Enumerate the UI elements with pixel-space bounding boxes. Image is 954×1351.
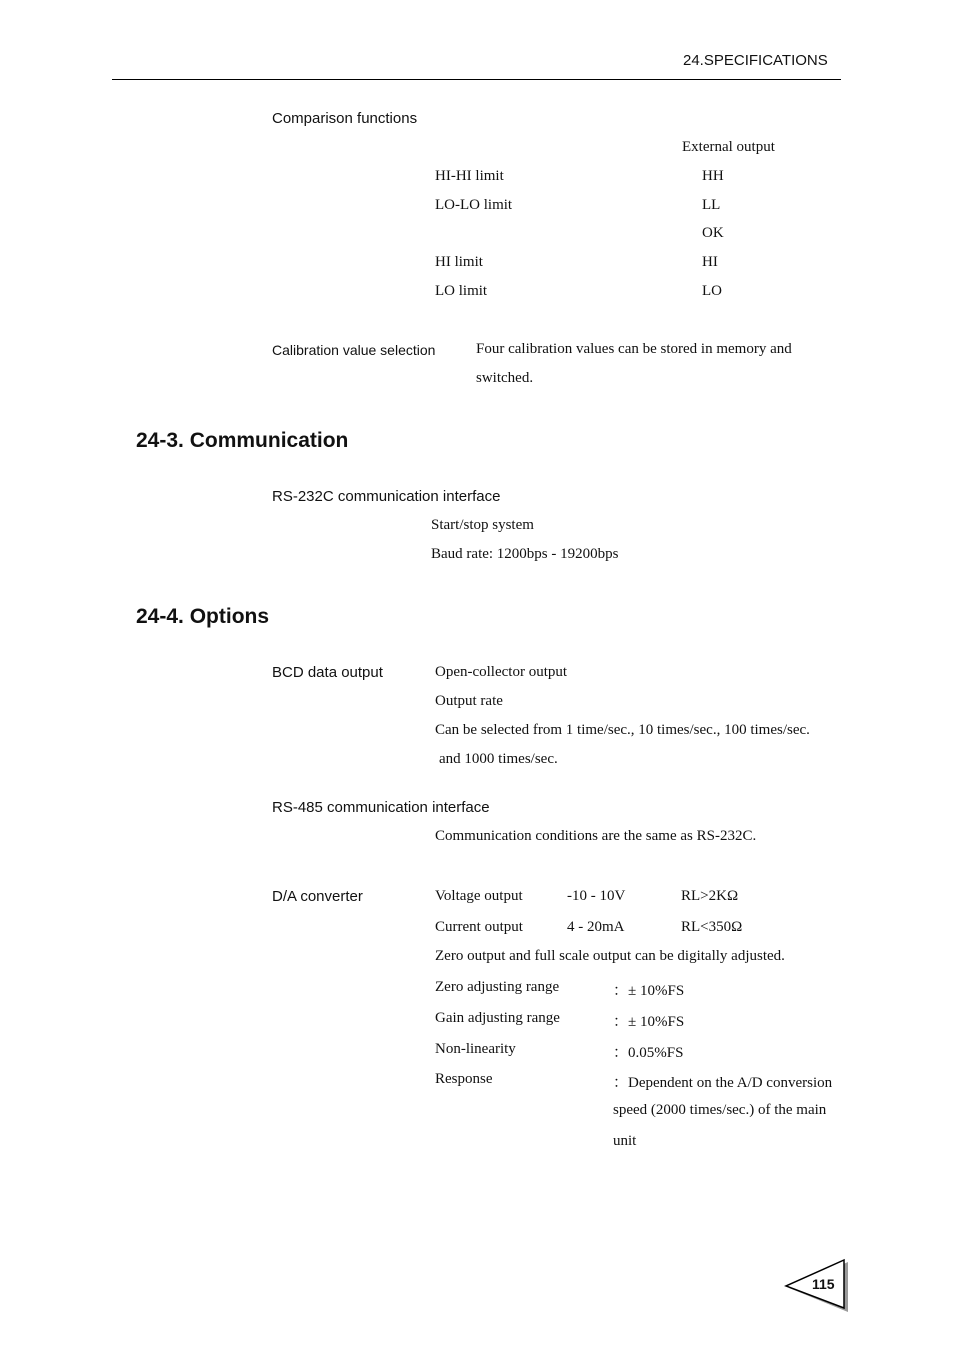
rs485-text: Communication conditions are the same as RS-232C. <box>435 828 757 844</box>
da-spec-value: ：Dependent on the A/D conversion <box>613 1075 833 1091</box>
da-spec-name: Response <box>435 1071 493 1087</box>
da-spec-name: Gain adjusting range <box>435 1010 560 1026</box>
comparison-row-name: HI-HI limit <box>435 168 504 184</box>
calibration-text: Four calibration values can be stored in memory and <box>476 341 792 357</box>
rs232-text: Start/stop system <box>431 517 534 533</box>
da-current-name: Current output <box>435 919 523 935</box>
comparison-row-name: LO-LO limit <box>435 197 513 213</box>
da-current-load: RL<350Ω <box>681 919 743 935</box>
rs232-text: Baud rate: 1200bps - 19200bps <box>431 546 619 562</box>
comparison-row-output: OK <box>702 225 724 241</box>
external-output-header: External output <box>682 139 775 155</box>
comparison-row-output: HH <box>702 168 724 184</box>
da-spec-value: ：± 10%FS <box>613 983 685 999</box>
comparison-row-name: HI limit <box>435 254 483 270</box>
da-response-continued: speed (2000 times/sec.) of the main <box>613 1102 827 1118</box>
rs485-label: RS-485 communication interface <box>272 799 490 816</box>
section-heading-options: 24-4. Options <box>136 605 270 628</box>
da-voltage-load: RL>2KΩ <box>681 888 739 904</box>
da-label: D/A converter <box>272 888 363 905</box>
comparison-title: Comparison functions <box>272 110 418 127</box>
comparison-row-output: LO <box>702 283 722 299</box>
da-spec-value: ：± 10%FS <box>613 1014 685 1030</box>
da-response-continued: unit <box>613 1133 637 1149</box>
da-current-range: 4 - 20mA <box>567 919 625 935</box>
bcd-text: Can be selected from 1 time/sec., 10 times/sec., 100 times/sec. <box>435 722 810 738</box>
bcd-text: and 1000 times/sec. <box>439 751 558 767</box>
rs232-label: RS-232C communication interface <box>272 488 501 505</box>
page-number: 115 <box>812 1276 835 1292</box>
running-header: 24.SPECIFICATIONS <box>683 52 828 69</box>
da-voltage-name: Voltage output <box>435 888 523 904</box>
section-heading-communication: 24-3. Communication <box>136 429 349 452</box>
da-zero-full-text: Zero output and full scale output can be digitally adjusted. <box>435 948 785 964</box>
bcd-text: Output rate <box>435 693 503 709</box>
bcd-text: Open-collector output <box>435 664 568 680</box>
bcd-label: BCD data output <box>272 664 383 681</box>
comparison-row-name: LO limit <box>435 283 488 299</box>
da-spec-name: Zero adjusting range <box>435 979 560 995</box>
header-rule <box>112 79 841 80</box>
da-spec-value: ：0.05%FS <box>613 1045 684 1061</box>
da-spec-name: Non-linearity <box>435 1041 516 1057</box>
da-voltage-range: -10 - 10V <box>567 888 626 904</box>
calibration-text: switched. <box>476 370 534 386</box>
comparison-row-output: LL <box>702 197 721 213</box>
calibration-label: Calibration value selection <box>272 342 436 358</box>
comparison-row-output: HI <box>702 254 718 270</box>
